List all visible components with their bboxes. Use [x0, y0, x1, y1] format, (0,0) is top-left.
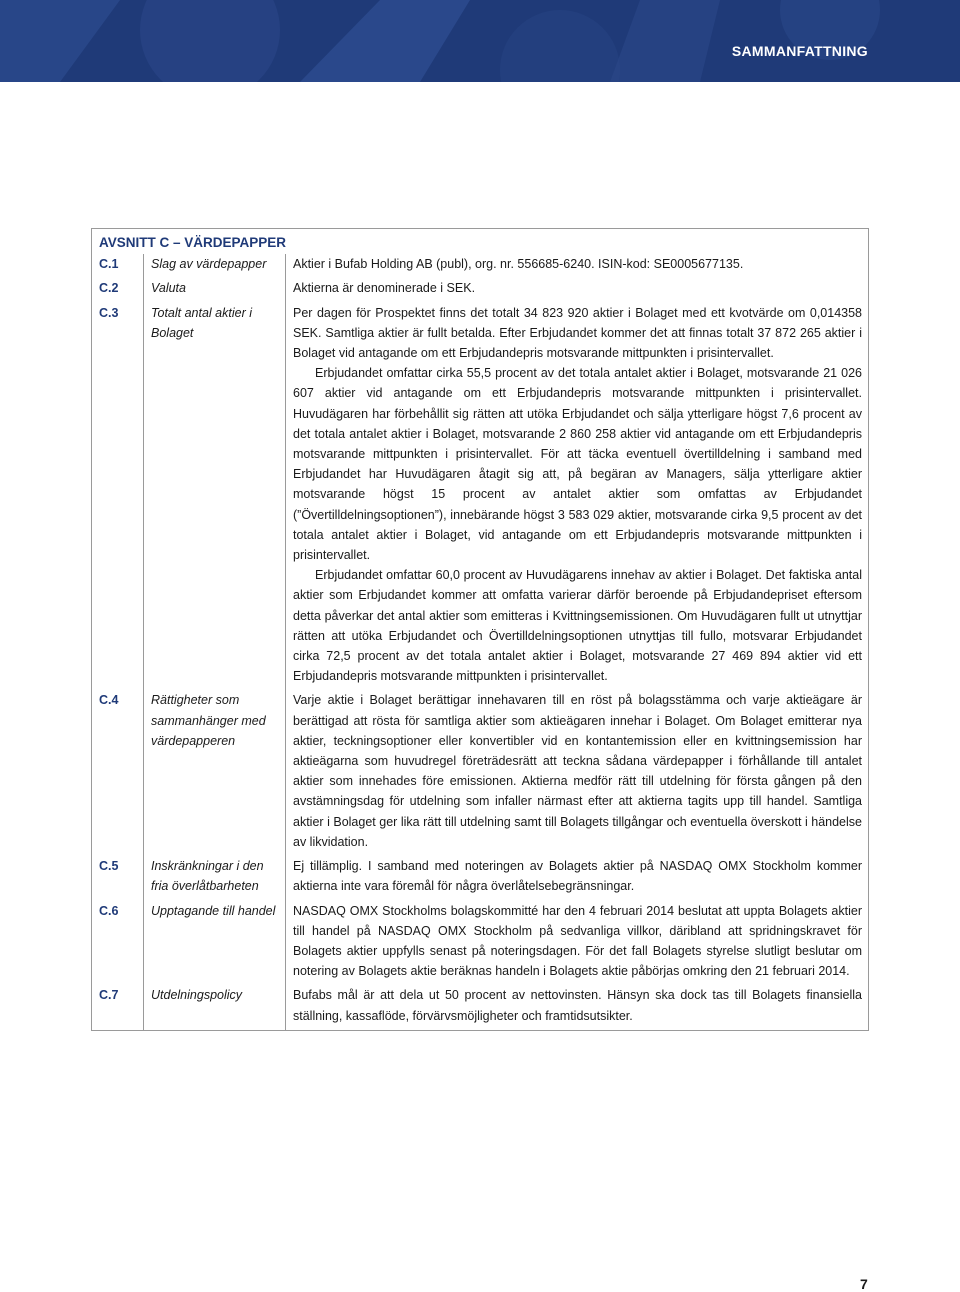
- page-number: 7: [860, 1276, 868, 1292]
- row-label: Valuta: [144, 278, 286, 302]
- banner-shape: [140, 0, 280, 82]
- row-paragraph: Erbjudandet omfattar cirka 55,5 procent av det totala antalet aktier i Bolaget, motsvarande 21 026 607 aktier vid antagande om ett Erbjudandepris motsvarande mittpunkten i prisintervallet. Huvudägaren har förbehållit sig rätten att utöka Erbjudandet och sälja ytterligare högst 7,6 procent av det totala antalet aktier i Bolaget, motsvarande 2 860 258 aktier vid antagande om ett Erbjudandepris motsvarande mittpunkten i prisintervallet. För att täcka eventuell övertilldelning i samband med Erbjudandet har Huvudägaren åtagit sig att, på begäran av Managers, sälja ytterligare aktier motsvarande högst 15 procent av antalet aktier som omfattas av Erbjudandet (”Övertilldelningsoptionen”), innebärande högst 3 583 029 aktier, motsvarande cirka 9,5 procent av det totala antalet aktier i Bolaget, vid antagande om ett Erbjudandepris motsvarande mittpunkten i prisintervallet.: [293, 366, 862, 563]
- row-paragraph: Aktier i Bufab Holding AB (publ), org. nr. 556685-6240. ISIN-kod: SE0005677135.: [293, 257, 744, 272]
- table-heading-row: [92, 229, 869, 255]
- table-row: [92, 985, 869, 1030]
- row-label: Upptagande till handel: [144, 901, 286, 986]
- row-label: Totalt antal aktier i Bolaget: [144, 303, 286, 691]
- table-row: [92, 303, 869, 691]
- row-label: Inskränkningar i den fria överlåtbarheten: [144, 856, 286, 900]
- table-row: [92, 278, 869, 302]
- row-paragraph: Varje aktie i Bolaget berättigar innehavaren till en röst på bolagsstämma och varje aktieägare är berättigad att rösta för samtliga aktier som aktieägaren innehar i Bolaget. Om Bolaget emitterar nya aktier, teckningsoptioner eller konvertibler vid en kontantemission eller en kvittningsemission har aktieägarna som huvudregel företrädesrätt att teckna sådana värdepapper i förhållande till antalet aktier som innehades före emissionen. Aktierna medför rätt till utdelning för första gången på den avstämningsdag för utdelning som infaller närmast efter att aktierna tagits upp till handel. Samtliga aktier i Bolaget ger lika rätt till utdelning samt till Bolagets tillgångar och eventuella överskott i händelse av likvidation.: [293, 693, 862, 849]
- row-code: C.5: [92, 856, 144, 900]
- summary-table: [91, 228, 869, 1031]
- table-row: [92, 901, 869, 986]
- row-paragraph: Bufabs mål är att dela ut 50 procent av nettovinsten. Hänsyn ska dock tas till Bolagets finansiella ställning, kassaflöde, förvärvsmöjligheter och framtidsutsikter.: [293, 988, 862, 1023]
- row-content: [286, 303, 869, 691]
- table-row: [92, 690, 869, 856]
- row-content: [286, 278, 869, 302]
- table-row: [92, 254, 869, 278]
- row-paragraph: Aktierna är denominerade i SEK.: [293, 281, 476, 296]
- row-content: [286, 690, 869, 856]
- row-label: Slag av värdepapper: [144, 254, 286, 278]
- row-label: Rättigheter som sammanhänger med värdepapperen: [144, 690, 286, 856]
- row-paragraph: Erbjudandet omfattar 60,0 procent av Huvudägarens innehav av aktier i Bolaget. Det faktiska antal aktier som Erbjudandet kommer att omfatta varierar därför beroende på Erbjudandepriset eftersom detta påverkar det antal aktier som emitteras i Kvittningsemissionen. Om Huvudägaren fullt ut utnyttjar rätten att utöka Erbjudandet och Övertilldelningsoptionen utnyttjas till fullo, motsvarar Erbjudandet cirka 72,5 procent av det totala antalet aktier i Bolaget, motsvarande 27 469 894 aktier vid ett Erbjudandepris motsvarande mittpunkten i prisintervallet.: [293, 568, 862, 684]
- header-banner: [0, 0, 960, 82]
- table-row: [92, 856, 869, 900]
- row-paragraph: NASDAQ OMX Stockholms bolagskommitté har den 4 februari 2014 beslutat att uppta Bolagets aktier till handel på NASDAQ OMX Stockholm på sedvanliga villkor, däribland att spridningskravet för Bolagets aktier uppfylls senast på noteringsdagen. För det fall Bolagets styrelse slutligt beslutar om notering av Bolagets aktie beräknas handeln i Bolagets aktie påbörjas omkring den 21 februari 2014.: [293, 903, 862, 979]
- banner-pattern: [0, 0, 960, 82]
- row-content: [286, 856, 869, 900]
- row-code: C.7: [92, 985, 144, 1030]
- row-code: C.1: [92, 254, 144, 278]
- section-title: SAMMANFATTNING: [731, 43, 868, 59]
- table-heading: AVSNITT C – VÄRDEPAPPER: [92, 229, 869, 255]
- row-label: Utdelningspolicy: [144, 985, 286, 1030]
- row-code: C.4: [92, 690, 144, 856]
- row-paragraph: Per dagen för Prospektet finns det totalt 34 823 920 aktier i Bolaget med ett kvotvärde om 0,014358 SEK. Samtliga aktier är fullt betalda. Efter Erbjudandet kommer det att finnas totalt 37 872 265 aktier i Bolaget vid antagande om ett Erbjudandepris motsvarande mittpunkten i prisintervallet.: [293, 305, 862, 361]
- row-code: C.2: [92, 278, 144, 302]
- row-content: [286, 901, 869, 986]
- row-content: [286, 254, 869, 278]
- row-code: C.3: [92, 303, 144, 691]
- row-content: [286, 985, 869, 1030]
- row-paragraph: Ej tillämplig. I samband med noteringen av Bolagets aktier på NASDAQ OMX Stockholm kommer aktierna inte vara föremål för några överlåtelsebegränsningar.: [293, 859, 862, 894]
- row-code: C.6: [92, 901, 144, 986]
